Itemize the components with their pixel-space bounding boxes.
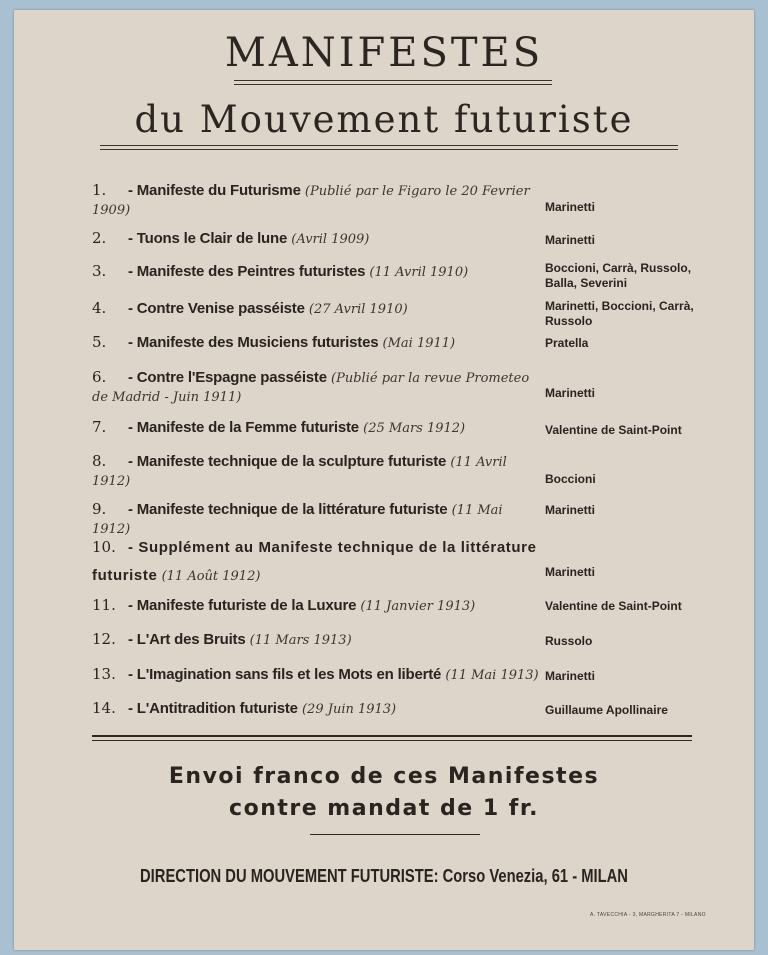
item-title: - Contre Venise passéiste bbox=[128, 300, 305, 317]
item-date: (11 Janvier 1913) bbox=[360, 599, 476, 614]
item-date: (11 Août 1912) bbox=[161, 569, 261, 584]
shipping-notice-line1: Envoi franco de ces Manifestes bbox=[168, 764, 600, 789]
item-title: - Contre l'Espagne passéiste bbox=[128, 369, 327, 386]
item-number: 12. bbox=[92, 630, 116, 648]
manifesto-item bbox=[92, 299, 542, 319]
item-author: Russolo bbox=[545, 634, 593, 648]
item-number: 2. bbox=[92, 229, 107, 247]
manifesto-item bbox=[92, 181, 542, 220]
item-number: 13. bbox=[92, 665, 116, 683]
manifesto-item bbox=[92, 630, 542, 650]
page-subtitle: du Mouvement futuriste bbox=[134, 98, 634, 141]
item-number: 11. bbox=[92, 596, 116, 614]
item-number: 8. bbox=[92, 452, 107, 470]
item-author: Marinetti bbox=[545, 386, 596, 400]
item-date: (11 Mai 1912) bbox=[92, 503, 503, 537]
list-rule bbox=[92, 735, 692, 737]
item-author: Pratella bbox=[545, 336, 589, 350]
item-author: Boccioni bbox=[545, 472, 596, 486]
manifesto-item bbox=[92, 418, 542, 438]
item-date: (Avril 1909) bbox=[291, 232, 370, 247]
list-rule bbox=[92, 740, 692, 741]
item-date: (Mai 1911) bbox=[382, 336, 456, 351]
manifesto-item bbox=[92, 333, 542, 353]
item-date: (11 Avril 1912) bbox=[92, 455, 507, 489]
item-date: (Publié par la revue Prometeo de Madrid - Juin 1911) bbox=[92, 371, 530, 405]
item-title: - L'Imagination sans fils et les Mots en liberté bbox=[128, 666, 442, 683]
item-date: (11 Mai 1913) bbox=[445, 668, 539, 683]
item-date: (11 Avril 1910) bbox=[369, 265, 469, 280]
item-number: 3. bbox=[92, 262, 107, 280]
item-number: 4. bbox=[92, 299, 107, 317]
item-date: (25 Mars 1912) bbox=[363, 421, 466, 436]
item-date: (29 Juin 1913) bbox=[301, 702, 397, 717]
item-title: - Manifeste du Futurisme bbox=[128, 182, 301, 199]
item-author: Marinetti bbox=[545, 233, 596, 247]
subtitle-rule bbox=[100, 145, 678, 146]
item-title: - Tuons le Clair de lune bbox=[128, 230, 288, 247]
manifesto-item bbox=[92, 699, 542, 719]
item-author: Marinetti, Boccioni, Carrà, Russolo bbox=[545, 299, 694, 328]
item-number: 6. bbox=[92, 368, 107, 386]
item-title: - Manifeste des Peintres futuristes bbox=[128, 263, 366, 280]
manifesto-item bbox=[92, 665, 542, 685]
item-author: Boccioni, Carrà, Russolo, Balla, Severini bbox=[545, 261, 692, 290]
item-title: - Manifeste technique de la littérature futuriste bbox=[128, 501, 448, 518]
item-number: 10. bbox=[92, 538, 116, 556]
item-author: Marinetti bbox=[545, 669, 596, 683]
item-author: Marinetti bbox=[545, 503, 596, 517]
manifesto-item bbox=[92, 452, 542, 491]
item-author: Guillaume Apollinaire bbox=[545, 703, 668, 717]
page-title: MANIFESTES bbox=[224, 30, 544, 76]
manifesto-item bbox=[92, 229, 542, 249]
printer-credit: A. TAVECCHIA - 3, MARGHERITA 7 - MILANO bbox=[590, 912, 706, 918]
item-number: 14. bbox=[92, 699, 116, 717]
item-title: - Manifeste futuriste de la Luxure bbox=[128, 597, 357, 614]
title-rule bbox=[234, 84, 552, 85]
manifesto-item bbox=[92, 596, 542, 616]
item-author: Valentine de Saint-Point bbox=[545, 423, 682, 437]
manifesto-item bbox=[92, 533, 542, 591]
shipping-notice-line2: contre mandat de 1 fr. bbox=[229, 796, 539, 821]
direction-address: DIRECTION DU MOUVEMENT FUTURISTE: Corso Venezia, 61 - MILAN bbox=[140, 866, 628, 886]
manifesto-item bbox=[92, 368, 542, 407]
footer-rule bbox=[310, 834, 480, 835]
item-number: 7. bbox=[92, 418, 107, 436]
item-title: - Manifeste technique de la sculpture futuriste bbox=[128, 453, 447, 470]
item-number: 1. bbox=[92, 181, 107, 199]
item-title: - L'Art des Bruits bbox=[128, 631, 246, 648]
item-date: (27 Avril 1910) bbox=[308, 302, 408, 317]
item-title: - Manifeste des Musiciens futuristes bbox=[128, 334, 379, 351]
manifesto-item bbox=[92, 262, 542, 282]
subtitle-rule bbox=[100, 149, 678, 150]
item-author: Marinetti bbox=[545, 200, 596, 214]
item-date: (Publié par le Figaro le 20 Fevrier 1909) bbox=[92, 184, 530, 218]
item-author: Marinetti bbox=[545, 565, 596, 579]
item-title: - Supplément au Manifeste technique de la littérature futuriste bbox=[92, 539, 537, 584]
item-date: (11 Mars 1913) bbox=[249, 633, 352, 648]
item-author: Valentine de Saint-Point bbox=[545, 599, 682, 613]
item-number: 9. bbox=[92, 500, 107, 518]
item-title: - Manifeste de la Femme futuriste bbox=[128, 419, 359, 436]
item-number: 5. bbox=[92, 333, 107, 351]
title-rule bbox=[234, 80, 552, 81]
item-title: - L'Antitradition futuriste bbox=[128, 700, 298, 717]
